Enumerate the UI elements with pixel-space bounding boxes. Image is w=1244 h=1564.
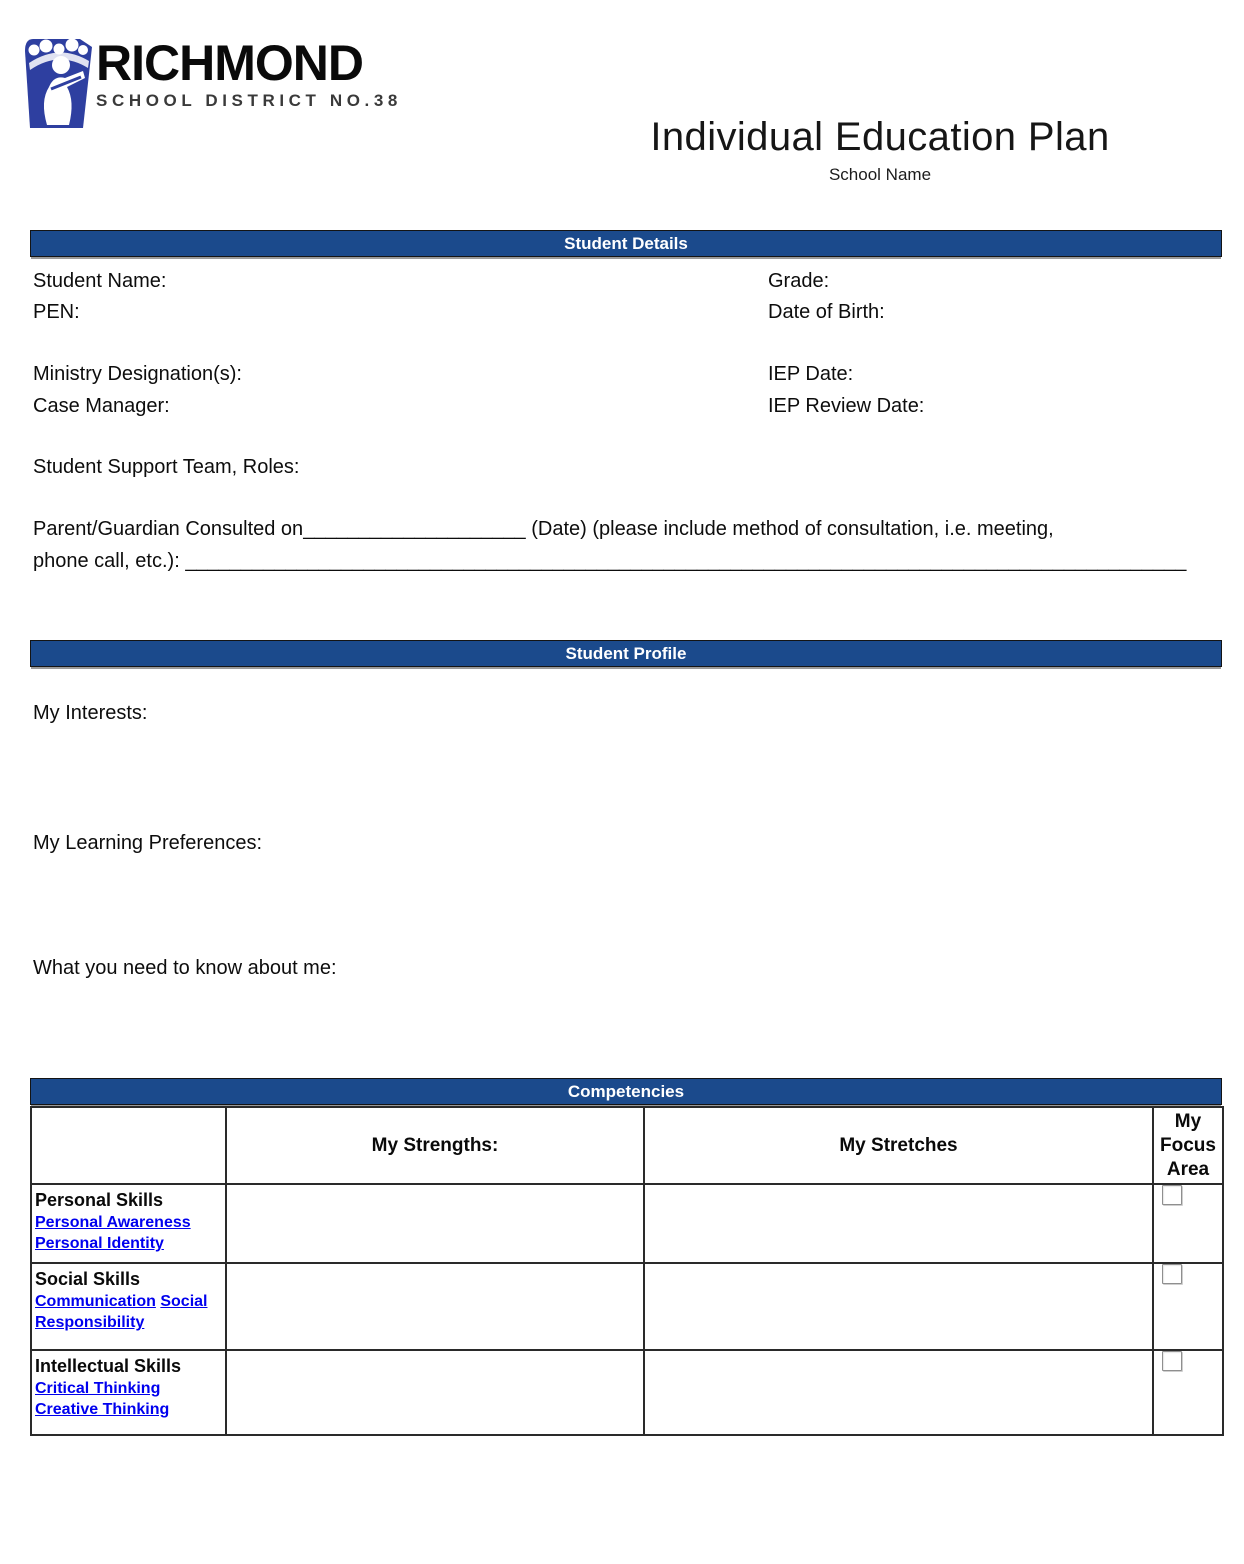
parent-consulted-label: Parent/Guardian Consulted on — [33, 518, 304, 540]
col-header-focus-area: My Focus Area — [1153, 1107, 1223, 1184]
table-row-social-skills — [31, 1263, 1223, 1350]
social-focus-cell — [1153, 1263, 1223, 1350]
social-responsibility-link[interactable]: Social Responsibility — [35, 1293, 208, 1332]
field-row — [33, 297, 1222, 328]
competencies-header: Competencies — [30, 1078, 1222, 1105]
personal-strengths-cell[interactable] — [226, 1184, 644, 1263]
field-row — [33, 452, 1222, 483]
case-manager-label: Case Manager: — [33, 395, 170, 417]
dob-label: Date of Birth: — [768, 301, 885, 323]
school-name: School Name — [828, 165, 932, 184]
about-me-label: What you need to know about me: — [33, 957, 337, 979]
field-row — [33, 266, 1222, 297]
competencies-table — [30, 1106, 1224, 1436]
intellectual-skills-title: Intellectual Skills — [35, 1356, 182, 1377]
intellectual-stretches-cell[interactable] — [644, 1350, 1153, 1435]
pen-label: PEN: — [33, 301, 80, 323]
student-name-label: Student Name: — [33, 270, 167, 292]
personal-focus-checkbox[interactable] — [1162, 1185, 1182, 1205]
social-skills-cell — [31, 1263, 226, 1350]
intellectual-skills-cell — [31, 1350, 226, 1435]
competencies-header-row — [31, 1107, 1223, 1184]
corner-cell — [31, 1107, 226, 1184]
personal-skills-title: Personal Skills — [35, 1190, 164, 1211]
grade-label: Grade: — [768, 270, 830, 292]
personal-awareness-link[interactable]: Personal Awareness — [35, 1214, 191, 1232]
field-row — [33, 359, 1222, 390]
social-focus-checkbox[interactable] — [1162, 1264, 1182, 1284]
logo-tagline: SCHOOL DISTRICT NO.38 — [96, 91, 402, 110]
iep-date-label: IEP Date: — [768, 363, 854, 385]
field-row — [33, 391, 1222, 422]
title-block — [595, 114, 1165, 185]
personal-stretches-cell[interactable] — [644, 1184, 1153, 1263]
logo-name: RICHMOND — [96, 35, 363, 91]
ministry-designation-label: Ministry Designation(s): — [33, 363, 242, 385]
learning-preferences-label: My Learning Preferences: — [33, 832, 263, 854]
personal-identity-link[interactable]: Personal Identity — [35, 1235, 164, 1253]
about-me-response-area[interactable] — [33, 990, 1204, 1080]
parent-consulted-line — [33, 514, 1222, 545]
social-skills-title: Social Skills — [35, 1269, 141, 1290]
critical-thinking-link[interactable]: Critical Thinking — [35, 1380, 161, 1398]
consulted-date-blank: ____________________ — [303, 518, 526, 540]
social-strengths-cell[interactable] — [226, 1263, 644, 1350]
table-row-intellectual-skills — [31, 1350, 1223, 1435]
col-header-stretches: My Stretches — [644, 1107, 1153, 1184]
page-title: Individual Education Plan — [650, 115, 1110, 159]
personal-focus-cell — [1153, 1184, 1223, 1263]
consultation-method-label: (Date) (please include method of consultation, i.e. meeting, — [525, 518, 1054, 540]
student-profile-header: Student Profile — [30, 640, 1222, 667]
district-logo — [96, 36, 426, 111]
my-interests-label: My Interests: — [33, 702, 148, 724]
learning-preferences-response-area[interactable] — [33, 865, 1204, 955]
district-logo-icon — [23, 37, 95, 130]
intellectual-strengths-cell[interactable] — [226, 1350, 644, 1435]
student-details-header: Student Details — [30, 230, 1222, 257]
parent-consulted-line2 — [33, 546, 1222, 577]
communication-link[interactable]: Communication — [35, 1293, 156, 1311]
creative-thinking-link[interactable]: Creative Thinking — [35, 1401, 170, 1419]
table-row-personal-skills — [31, 1184, 1223, 1263]
support-team-label: Student Support Team, Roles: — [33, 456, 300, 478]
social-stretches-cell[interactable] — [644, 1263, 1153, 1350]
phone-call-label: phone call, etc.): — [33, 550, 186, 572]
intellectual-focus-checkbox[interactable] — [1162, 1351, 1182, 1371]
iep-review-date-label: IEP Review Date: — [768, 395, 925, 417]
consultation-method-blank: __________________________________________________________________________________________ — [185, 550, 1187, 572]
personal-skills-cell — [31, 1184, 226, 1263]
intellectual-focus-cell — [1153, 1350, 1223, 1435]
my-interests-response-area[interactable] — [33, 735, 1204, 825]
col-header-strengths: My Strengths: — [226, 1107, 644, 1184]
